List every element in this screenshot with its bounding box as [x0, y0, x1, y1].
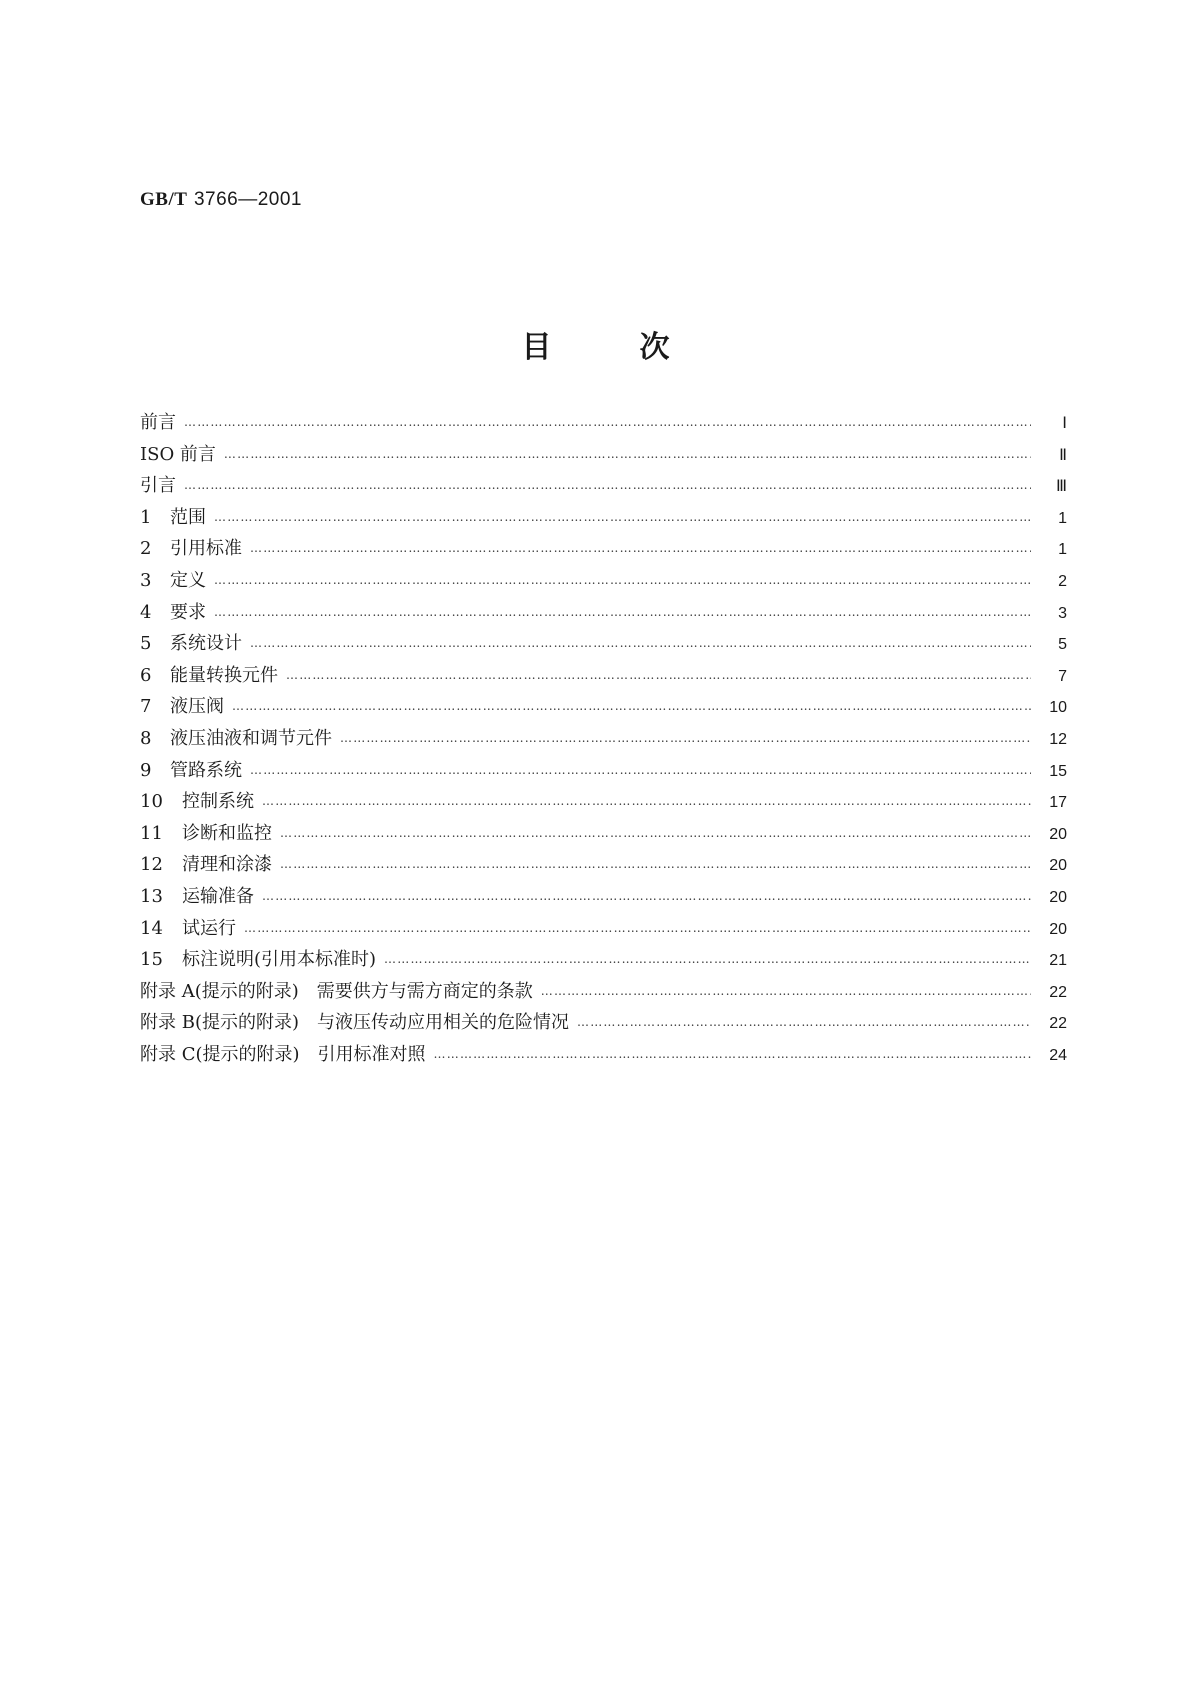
toc-entry-leader [184, 478, 1031, 492]
toc-entry-title: 要求 [170, 601, 206, 623]
toc-entry-page: Ⅲ [1055, 478, 1067, 496]
table-of-contents [140, 408, 1067, 1071]
toc-entry-title: 附录 C(提示的附录) 引用标准对照 [140, 1043, 426, 1065]
toc-entry-leader [232, 699, 1031, 713]
toc-entry-label [140, 819, 280, 845]
standard-code-prefix: GB/T [140, 189, 188, 210]
toc-entry-leader [280, 857, 1031, 871]
toc-entry-leader [280, 826, 1031, 840]
toc-entry-title: 清理和涂漆 [182, 854, 272, 876]
toc-entry-label [140, 882, 262, 908]
toc-entry-page: 21 [1049, 952, 1067, 970]
toc-entry[interactable] [140, 629, 1067, 661]
toc-entry-label [140, 566, 214, 592]
toc-entry-title: 液压阀 [170, 696, 224, 718]
toc-entry-page: 20 [1049, 857, 1067, 875]
toc-entry-title: ISO 前言 [140, 443, 216, 465]
toc-entry-title: 附录 A(提示的附录) 需要供方与需方商定的条款 [140, 980, 533, 1002]
toc-entry-label [140, 756, 250, 782]
toc-heading: 目次 [521, 330, 758, 365]
toc-entry-title: 引用标准 [170, 538, 242, 560]
toc-entry-number: 6 [140, 664, 152, 686]
toc-entry[interactable] [140, 440, 1067, 472]
toc-entry-page: 3 [1058, 604, 1067, 622]
toc-entry-number: 14 [140, 917, 163, 939]
toc-entry-page: 1 [1058, 509, 1067, 527]
toc-entry-number: 8 [140, 727, 152, 749]
toc-entry-page: 12 [1049, 730, 1067, 748]
toc-entry-label [140, 1008, 577, 1034]
toc-entry[interactable] [140, 692, 1067, 724]
toc-entry-page: 20 [1049, 888, 1067, 906]
toc-entry-leader [214, 573, 1031, 587]
toc-entry-title: 管路系统 [170, 759, 242, 781]
toc-entry-page: 20 [1049, 920, 1067, 938]
toc-entry-number: 7 [140, 696, 152, 718]
toc-entry-leader [286, 668, 1031, 682]
toc-entry-title: 定义 [170, 569, 206, 591]
toc-entry-leader [250, 763, 1031, 777]
toc-entry-label [140, 440, 224, 466]
toc-entry-leader [184, 415, 1031, 429]
toc-entry-label [140, 629, 250, 655]
toc-entry-number: 5 [140, 633, 152, 655]
toc-entry-leader [541, 984, 1031, 998]
toc-entry-number: 11 [140, 822, 163, 844]
toc-entry-number: 12 [140, 854, 163, 876]
toc-entry-label [140, 692, 232, 718]
toc-entry-title: 能量转换元件 [170, 664, 278, 686]
toc-entry-label [140, 977, 541, 1003]
toc-entry[interactable] [140, 756, 1067, 788]
toc-entry-leader [244, 921, 1031, 935]
toc-entry-page: 15 [1049, 762, 1067, 780]
toc-entry[interactable] [140, 977, 1067, 1009]
toc-entry-number: 13 [140, 885, 163, 907]
toc-entry[interactable] [140, 534, 1067, 566]
toc-entry-number: 1 [140, 506, 152, 528]
toc-entry-page: 2 [1058, 572, 1067, 590]
toc-entry-label [140, 598, 214, 624]
toc-entry-leader [224, 447, 1031, 461]
toc-entry-label [140, 850, 280, 876]
toc-entry-title: 试运行 [182, 917, 236, 939]
toc-entry-number: 2 [140, 538, 152, 560]
toc-entry-leader [214, 510, 1031, 524]
toc-entry[interactable] [140, 503, 1067, 535]
toc-entry-page: 1 [1058, 541, 1067, 559]
toc-entry[interactable] [140, 882, 1067, 914]
toc-entry[interactable] [140, 598, 1067, 630]
standard-code-number: 3766—2001 [193, 189, 302, 210]
toc-entry-number: 10 [140, 791, 163, 813]
toc-entry-title: 引言 [140, 475, 176, 497]
toc-entry[interactable] [140, 945, 1067, 977]
toc-entry[interactable] [140, 471, 1067, 503]
toc-entry-label [140, 661, 286, 687]
toc-entry-title: 控制系统 [182, 791, 254, 813]
toc-entry-title: 附录 B(提示的附录) 与液压传动应用相关的危险情况 [140, 1012, 569, 1034]
toc-entry-title: 诊断和监控 [182, 822, 272, 844]
toc-entry[interactable] [140, 566, 1067, 598]
toc-entry-page: 24 [1049, 1046, 1067, 1064]
toc-entry-title: 系统设计 [170, 633, 242, 655]
toc-entry-number: 4 [140, 601, 152, 623]
toc-entry-label [140, 1040, 434, 1066]
toc-entry-leader [577, 1015, 1031, 1029]
toc-entry[interactable] [140, 1040, 1067, 1072]
toc-entry-leader [250, 541, 1031, 555]
toc-entry-title: 标注说明(引用本标准时) [182, 949, 377, 971]
toc-entry-page: 20 [1049, 825, 1067, 843]
toc-entry-leader [214, 605, 1031, 619]
toc-entry-leader [262, 794, 1031, 808]
toc-entry[interactable] [140, 914, 1067, 946]
toc-entry-page: 22 [1049, 1015, 1067, 1033]
toc-entry[interactable] [140, 661, 1067, 693]
toc-entry-title: 运输准备 [182, 885, 254, 907]
toc-entry-number: 3 [140, 569, 152, 591]
toc-entry-page: Ⅱ [1059, 446, 1067, 464]
toc-entry[interactable] [140, 1008, 1067, 1040]
toc-entry[interactable] [140, 850, 1067, 882]
toc-entry-title: 范围 [170, 506, 206, 528]
toc-entry-leader [340, 731, 1031, 745]
toc-entry-page: 17 [1049, 794, 1067, 812]
toc-entry-label [140, 787, 262, 813]
toc-entry-page: 10 [1049, 699, 1067, 717]
toc-entry-leader [434, 1047, 1031, 1061]
toc-entry-label [140, 724, 340, 750]
toc-entry-number: 9 [140, 759, 152, 781]
toc-entry-page: Ⅰ [1062, 415, 1067, 432]
toc-entry[interactable] [140, 787, 1067, 819]
toc-entry-leader [250, 636, 1031, 650]
toc-entry-leader [384, 952, 1031, 966]
toc-entry-page: 22 [1049, 983, 1067, 1001]
toc-entry-label [140, 503, 214, 529]
toc-entry[interactable] [140, 724, 1067, 756]
toc-entry-page: 5 [1058, 636, 1067, 654]
toc-entry-leader [262, 889, 1031, 903]
toc-entry-number: 15 [140, 949, 163, 971]
toc-entry-label [140, 945, 384, 971]
toc-entry-label [140, 534, 250, 560]
toc-entry-title: 前言 [140, 412, 176, 433]
toc-entry-page: 7 [1058, 667, 1067, 685]
standard-code [140, 188, 302, 211]
toc-entry-label [140, 471, 184, 497]
toc-entry-title: 液压油液和调节元件 [170, 727, 332, 749]
toc-entry-label [140, 408, 184, 434]
toc-entry-label [140, 914, 244, 940]
toc-entry[interactable] [140, 408, 1067, 440]
toc-entry[interactable] [140, 819, 1067, 851]
